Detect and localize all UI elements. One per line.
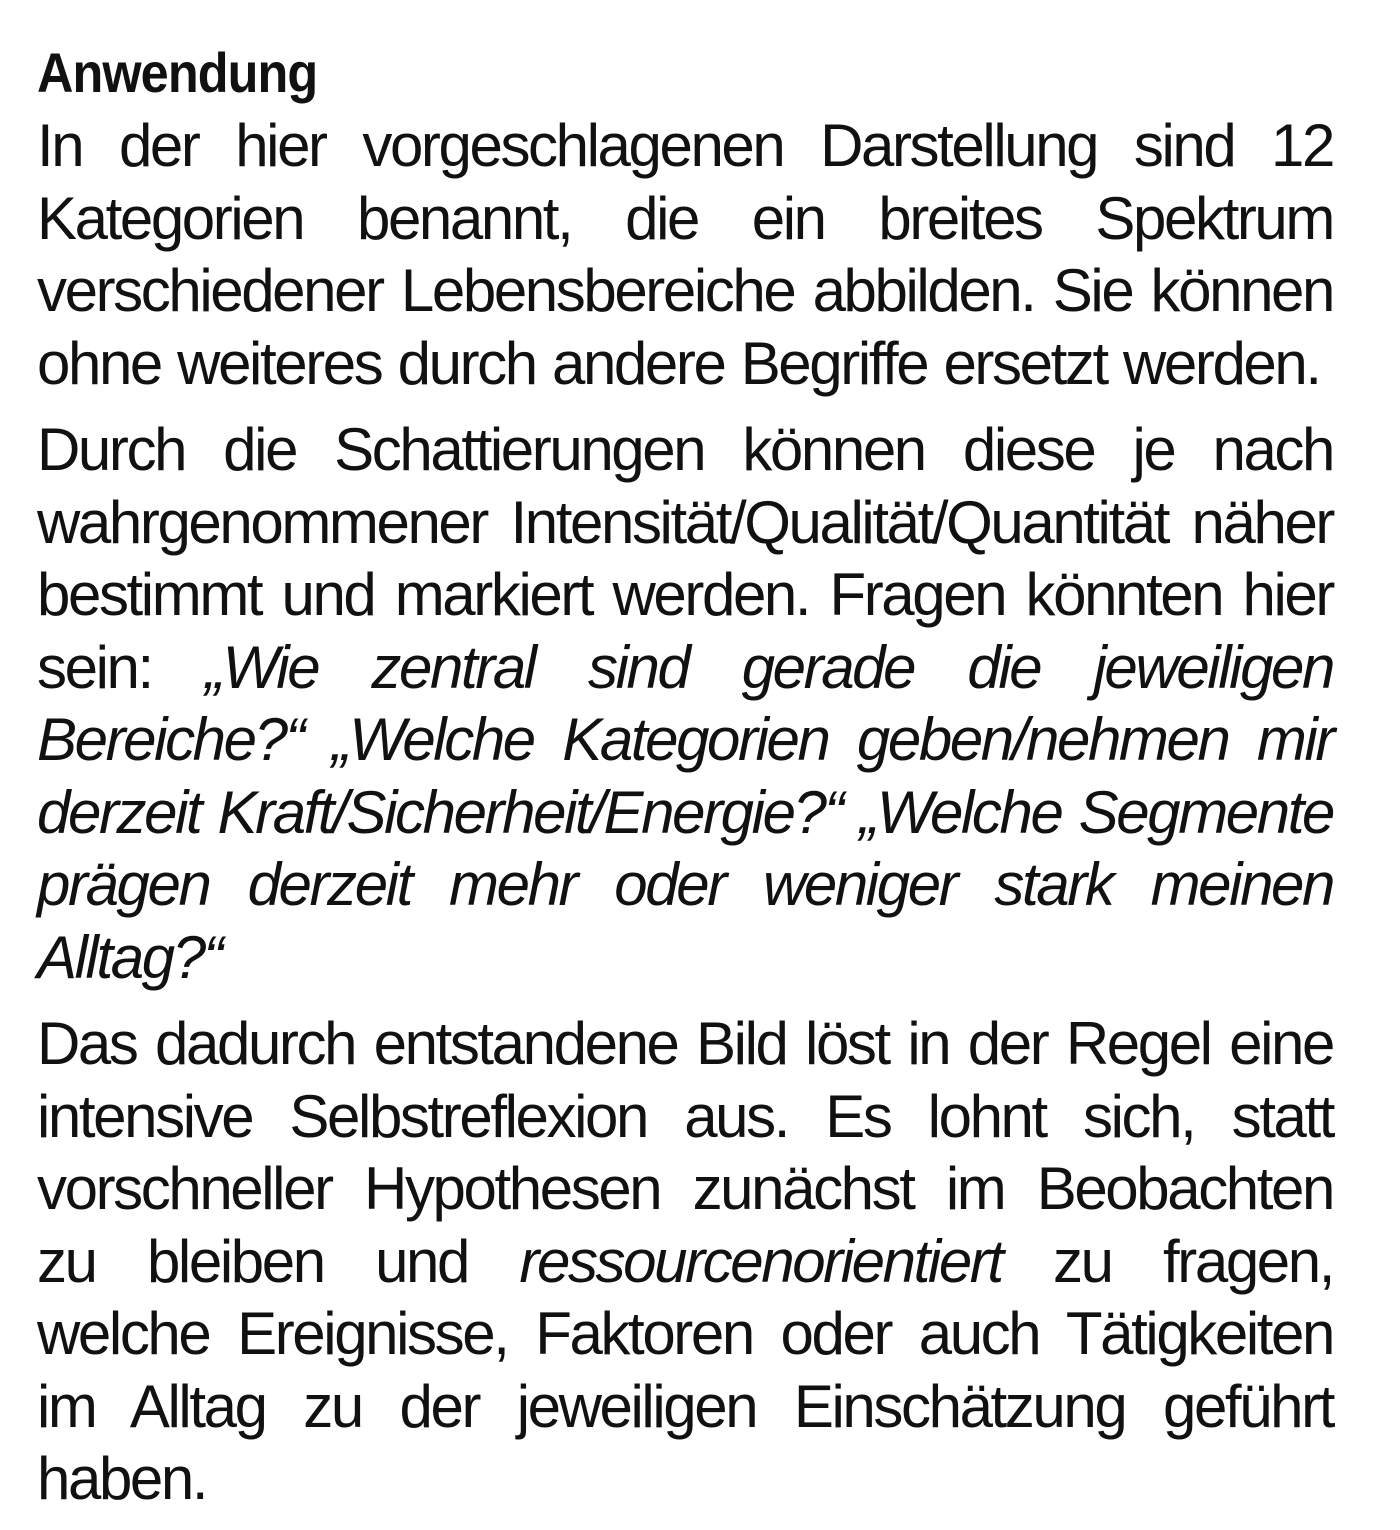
- section-heading: Anwendung: [37, 41, 318, 104]
- paragraph-reflection-before: Das dadurch entstandene Bild löst in der Regel eine intensive Selbstreflexion aus. Es lohnt sich, statt vorschneller Hypothesen zunächst im Beobachten zu bleiben und: [37, 1010, 1333, 1295]
- emphasis-term: ressourcenorientiert: [519, 1227, 1002, 1295]
- paragraph-reflection-after: zu fragen, welche Ereignisse, Faktoren oder auch Tätigkeiten im Alltag zu der jeweiligen Einschätzung geführt haben.: [37, 1227, 1334, 1512]
- paragraph-intro: [37, 110, 1333, 400]
- paragraph-reflection: [37, 1008, 1333, 1516]
- document: [37, 38, 1333, 1530]
- paragraph-intro-text: In der hier vorgeschlagenen Darstellung sind 12 Kategorien benannt, die ein breites Spektrum verschiedener Lebensbereiche abbilden. Sie können ohne weiteres durch andere Begriffe ersetzt werden.: [37, 112, 1333, 397]
- paragraph-shading-lead: Durch die Schattierungen können diese je nach wahrgenommener Intensität/Qualität/Quantität näher bestimmt und markiert werden. Fragen könnten hier sein:: [37, 416, 1333, 701]
- guiding-questions: „Wie zentral sind gerade die jeweiligen Bereiche?“ „Welche Kategorien geben/nehmen mir derzeit Kraft/Sicherheit/Energie?“ „Welche Segmente prägen derzeit mehr oder weniger stark meinen Alltag?“: [37, 633, 1333, 991]
- paragraph-shading: [37, 414, 1333, 994]
